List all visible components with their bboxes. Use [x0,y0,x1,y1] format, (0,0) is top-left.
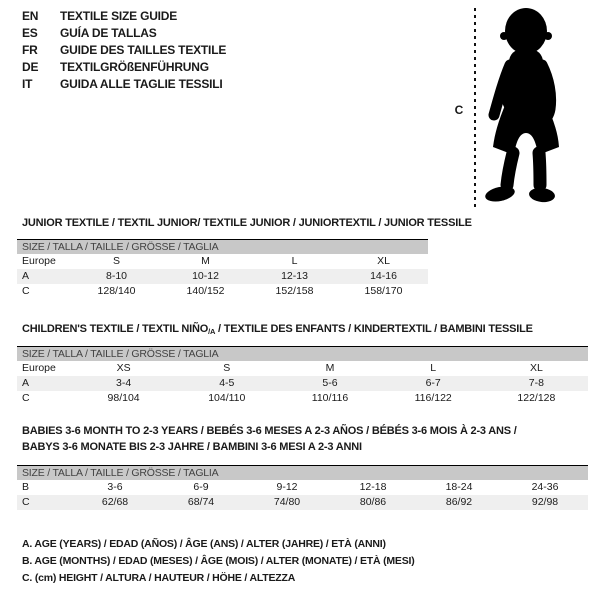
row-label: C [22,496,30,508]
row-label: B [22,481,30,493]
babies-table-title [22,423,517,455]
lang-row-it [22,76,226,93]
size-cell: 68/74 [187,496,215,508]
size-cell: 104/110 [208,392,246,404]
size-cell: 7-8 [528,377,544,389]
table-row-height [17,284,428,299]
size-cell: 24-36 [531,481,559,493]
size-cell: 14-16 [370,270,397,282]
lang-row-es [22,25,226,42]
lang-code: EN [22,9,39,23]
children-title-text: / TEXTILE DES ENFANTS / KINDERTEXTIL / BAMBINI TESSILE [215,323,533,335]
table-row-height [17,495,588,510]
lang-code: ES [22,26,38,40]
size-header-bar: SIZE / TALLA / TAILLE / GRÖSSE / TAGLIA [17,239,428,254]
lang-title: GUIDA ALLE TAGLIE TESSILI [60,77,223,91]
size-cell: 6-9 [193,481,209,493]
lang-code: DE [22,60,39,74]
lang-title: GUIDE DES TAILLES TEXTILE [60,43,227,57]
baby-silhouette-icon [480,5,568,207]
size-cell: 116/122 [414,392,452,404]
footnote-a: A. AGE (YEARS) / EDAD (AÑOS) / ÂGE (ANS) / ALTER (JAHRE) / ETÀ (ANNI) [22,538,386,550]
table-row-age [17,269,428,284]
row-label: A [22,377,30,389]
junior-size-table [17,239,428,299]
size-cell: 5-6 [322,377,338,389]
size-cell: 8-10 [105,270,127,282]
junior-table-title: JUNIOR TEXTILE / TEXTIL JUNIOR/ TEXTILE JUNIOR / JUNIORTEXTIL / JUNIOR TESSILE [22,217,472,229]
size-header-bar: SIZE / TALLA / TAILLE / GRÖSSE / TAGLIA [17,346,588,361]
children-title-subscript: /A [208,327,216,336]
lang-code: FR [22,43,38,57]
children-size-table [17,346,588,406]
size-header-bar: SIZE / TALLA / TAILLE / GRÖSSE / TAGLIA [17,465,588,480]
size-cell: 4-5 [219,377,235,389]
size-cell: 140/152 [186,285,225,297]
footnote-b: B. AGE (MONTHS) / EDAD (MESES) / ÂGE (MOIS) / ALTER (MONATE) / ETÀ (MESI) [22,555,415,567]
size-cell: 152/158 [275,285,314,297]
lang-row-de [22,59,226,76]
size-cell: XL [529,362,543,374]
size-cell: 74/80 [273,496,301,508]
babies-title-line1: BABIES 3-6 MONTH TO 2-3 YEARS / BEBÉS 3-6 MESES A 2-3 AÑOS / BÉBÉS 3-6 MOIS À 2-3 ANS / [22,425,517,437]
size-cell: 110/116 [311,392,349,404]
size-cell: 3-4 [116,377,132,389]
row-label: Europe [22,255,56,267]
babies-title-line2: BABYS 3-6 MONATE BIS 2-3 JAHRE / BAMBINI 3-6 MESI A 2-3 ANNI [22,441,362,453]
height-measure-label: C [454,103,464,117]
size-cell: L [430,362,437,374]
children-table-title [22,323,533,336]
size-cell: XL [377,255,390,267]
lang-row-en [22,8,226,25]
size-cell: 92/98 [531,496,559,508]
size-cell: M [201,255,210,267]
size-cell: 86/92 [445,496,473,508]
table-row-height [17,391,588,406]
table-row-europe [17,254,428,269]
row-label: Europe [22,362,56,374]
table-row-age-months [17,480,588,495]
babies-size-table [17,465,588,510]
size-cell: 122/128 [517,392,556,404]
size-cell: 12-18 [359,481,387,493]
size-cell: M [325,362,335,374]
lang-code: IT [22,77,33,91]
lang-title: TEXTILGRÖßENFÜHRUNG [60,60,209,74]
lang-title: GUÍA DE TALLAS [60,26,157,40]
height-dashed-line [474,8,476,208]
size-cell: 80/86 [359,496,387,508]
size-cell: 9-12 [276,481,298,493]
footnote-c: C. (cm) HEIGHT / ALTURA / HAUTEUR / HÖHE / ALTEZZA [22,572,296,584]
size-cell: XS [116,362,131,374]
lang-title: TEXTILE SIZE GUIDE [60,9,178,23]
row-label: C [22,285,30,297]
row-label: C [22,392,30,404]
language-title-list [22,8,226,93]
table-row-age [17,376,588,391]
children-title-text: CHILDREN'S TEXTILE / TEXTIL NIÑO [22,323,209,335]
size-cell: S [223,362,231,374]
size-cell: 3-6 [107,481,123,493]
size-cell: L [291,255,298,267]
footnote-legend [22,536,415,587]
row-label: A [22,270,30,282]
size-cell: 18-24 [445,481,473,493]
size-cell: 6-7 [425,377,441,389]
size-cell: 12-13 [281,270,308,282]
size-cell: 128/140 [97,285,136,297]
size-cell: 10-12 [192,270,219,282]
size-cell: S [112,255,120,267]
lang-row-fr [22,42,226,59]
size-cell: 98/104 [107,392,140,404]
size-cell: 158/170 [364,285,403,297]
size-cell: 62/68 [101,496,129,508]
table-row-europe [17,361,588,376]
